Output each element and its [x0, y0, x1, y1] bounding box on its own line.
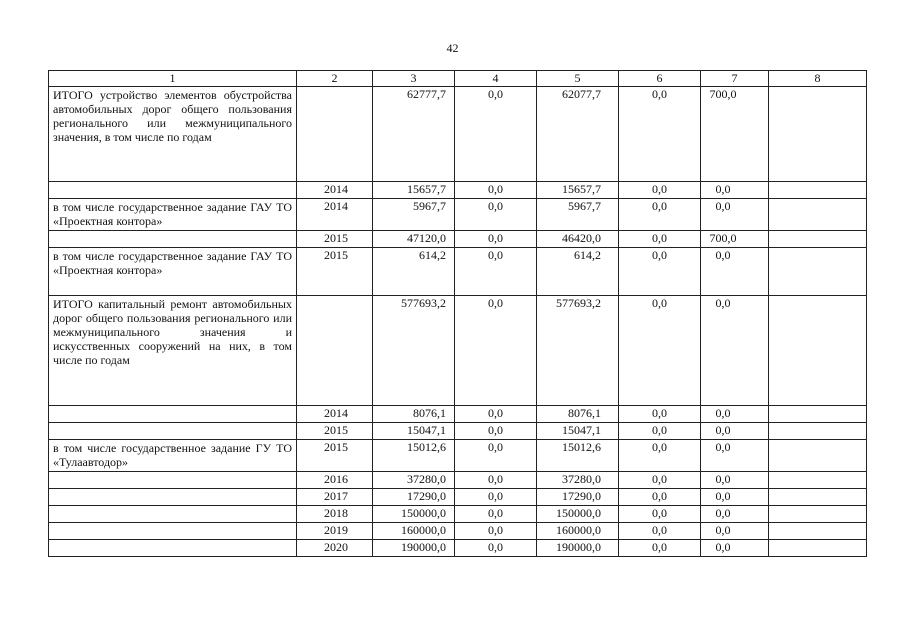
row-year: [297, 87, 373, 182]
row-year: 2015: [297, 231, 373, 248]
column-number: 6: [619, 71, 701, 87]
table-row: [49, 248, 867, 296]
row-description: [49, 489, 297, 506]
column-number: 2: [297, 71, 373, 87]
cell-col3: 614,2: [373, 248, 455, 296]
row-description: [49, 540, 297, 557]
cell-col7: 0,0: [701, 506, 769, 523]
cell-col3: 15047,1: [373, 423, 455, 440]
cell-col8: [769, 523, 867, 540]
cell-col3: 5967,7: [373, 199, 455, 231]
table-row: [49, 423, 867, 440]
column-number: 4: [455, 71, 537, 87]
row-year: 2014: [297, 199, 373, 231]
cell-col8: [769, 406, 867, 423]
cell-col8: [769, 423, 867, 440]
cell-col7: 0,0: [701, 199, 769, 231]
cell-col4: 0,0: [455, 506, 537, 523]
table-row: [49, 87, 867, 182]
cell-col3: 577693,2: [373, 296, 455, 406]
cell-col5: 8076,1: [537, 406, 619, 423]
cell-col6: 0,0: [619, 506, 701, 523]
cell-col3: 62777,7: [373, 87, 455, 182]
budget-table: [48, 70, 867, 557]
cell-col6: 0,0: [619, 472, 701, 489]
cell-col5: 46420,0: [537, 231, 619, 248]
cell-col6: 0,0: [619, 440, 701, 472]
row-description: [49, 523, 297, 540]
cell-col3: 47120,0: [373, 231, 455, 248]
cell-col8: [769, 489, 867, 506]
cell-col5: 577693,2: [537, 296, 619, 406]
cell-col4: 0,0: [455, 406, 537, 423]
table-row: [49, 296, 867, 406]
cell-col3: 15657,7: [373, 182, 455, 199]
cell-col7: 700,0: [701, 231, 769, 248]
row-year: 2018: [297, 506, 373, 523]
row-description: ИТОГО устройство элементов обустройства автомобильных дорог общего пользования регионального или межмуниципального значения, в том числе по годам: [49, 87, 297, 182]
cell-col6: 0,0: [619, 406, 701, 423]
cell-col8: [769, 248, 867, 296]
row-year: 2017: [297, 489, 373, 506]
table-row: [49, 472, 867, 489]
table-row: [49, 540, 867, 557]
cell-col8: [769, 182, 867, 199]
cell-col5: 150000,0: [537, 506, 619, 523]
cell-col3: 160000,0: [373, 523, 455, 540]
cell-col5: 15047,1: [537, 423, 619, 440]
cell-col7: 0,0: [701, 489, 769, 506]
cell-col5: 17290,0: [537, 489, 619, 506]
cell-col6: 0,0: [619, 199, 701, 231]
cell-col5: 37280,0: [537, 472, 619, 489]
cell-col3: 15012,6: [373, 440, 455, 472]
cell-col5: 15657,7: [537, 182, 619, 199]
cell-col7: 700,0: [701, 87, 769, 182]
cell-col8: [769, 231, 867, 248]
cell-col4: 0,0: [455, 440, 537, 472]
cell-col4: 0,0: [455, 231, 537, 248]
cell-col7: 0,0: [701, 440, 769, 472]
table-row: [49, 199, 867, 231]
cell-col6: 0,0: [619, 296, 701, 406]
row-description: ИТОГО капитальный ремонт автомобильных дорог общего пользования регионального или межмуниципального значения и искусственных сооружений на них, в том числе по годам: [49, 296, 297, 406]
table-row: [49, 406, 867, 423]
cell-col8: [769, 87, 867, 182]
cell-col7: 0,0: [701, 472, 769, 489]
row-description: [49, 506, 297, 523]
row-year: 2016: [297, 472, 373, 489]
table-row: [49, 231, 867, 248]
cell-col5: 190000,0: [537, 540, 619, 557]
cell-col4: 0,0: [455, 199, 537, 231]
cell-col5: 5967,7: [537, 199, 619, 231]
row-year: 2014: [297, 182, 373, 199]
cell-col4: 0,0: [455, 296, 537, 406]
row-year: 2014: [297, 406, 373, 423]
cell-col7: 0,0: [701, 248, 769, 296]
cell-col8: [769, 199, 867, 231]
cell-col8: [769, 440, 867, 472]
column-number: 5: [537, 71, 619, 87]
column-number: 7: [701, 71, 769, 87]
cell-col5: 160000,0: [537, 523, 619, 540]
row-description: [49, 423, 297, 440]
cell-col4: 0,0: [455, 472, 537, 489]
cell-col4: 0,0: [455, 182, 537, 199]
row-description: [49, 231, 297, 248]
column-number: 8: [769, 71, 867, 87]
column-number-row: [49, 71, 867, 87]
cell-col4: 0,0: [455, 248, 537, 296]
cell-col6: 0,0: [619, 182, 701, 199]
row-year: 2020: [297, 540, 373, 557]
cell-col6: 0,0: [619, 87, 701, 182]
cell-col4: 0,0: [455, 423, 537, 440]
row-year: 2015: [297, 440, 373, 472]
row-year: 2015: [297, 423, 373, 440]
cell-col4: 0,0: [455, 489, 537, 506]
cell-col5: 614,2: [537, 248, 619, 296]
cell-col5: 62077,7: [537, 87, 619, 182]
row-description: в том числе государственное задание ГАУ ТО «Проектная контора»: [49, 248, 297, 296]
cell-col8: [769, 540, 867, 557]
cell-col4: 0,0: [455, 540, 537, 557]
table-row: [49, 440, 867, 472]
cell-col6: 0,0: [619, 489, 701, 506]
cell-col6: 0,0: [619, 423, 701, 440]
cell-col8: [769, 472, 867, 489]
cell-col7: 0,0: [701, 296, 769, 406]
row-year: [297, 296, 373, 406]
table-row: [49, 523, 867, 540]
cell-col6: 0,0: [619, 523, 701, 540]
cell-col3: 8076,1: [373, 406, 455, 423]
cell-col8: [769, 296, 867, 406]
cell-col3: 17290,0: [373, 489, 455, 506]
cell-col6: 0,0: [619, 231, 701, 248]
cell-col6: 0,0: [619, 540, 701, 557]
cell-col4: 0,0: [455, 523, 537, 540]
cell-col5: 15012,6: [537, 440, 619, 472]
cell-col7: 0,0: [701, 540, 769, 557]
row-description: [49, 406, 297, 423]
row-description: [49, 472, 297, 489]
row-year: 2019: [297, 523, 373, 540]
row-description: в том числе государственное задание ГУ ТО «Тулаавтодор»: [49, 440, 297, 472]
row-description: в том числе государственное задание ГАУ ТО «Проектная контора»: [49, 199, 297, 231]
cell-col4: 0,0: [455, 87, 537, 182]
cell-col6: 0,0: [619, 248, 701, 296]
row-description: [49, 182, 297, 199]
cell-col7: 0,0: [701, 406, 769, 423]
cell-col7: 0,0: [701, 423, 769, 440]
table-row: [49, 182, 867, 199]
column-number: 3: [373, 71, 455, 87]
cell-col3: 37280,0: [373, 472, 455, 489]
table-row: [49, 506, 867, 523]
column-number: 1: [49, 71, 297, 87]
cell-col7: 0,0: [701, 182, 769, 199]
page-number: 42: [446, 41, 459, 55]
cell-col8: [769, 506, 867, 523]
cell-col3: 150000,0: [373, 506, 455, 523]
table-row: [49, 489, 867, 506]
cell-col7: 0,0: [701, 523, 769, 540]
row-year: 2015: [297, 248, 373, 296]
cell-col3: 190000,0: [373, 540, 455, 557]
